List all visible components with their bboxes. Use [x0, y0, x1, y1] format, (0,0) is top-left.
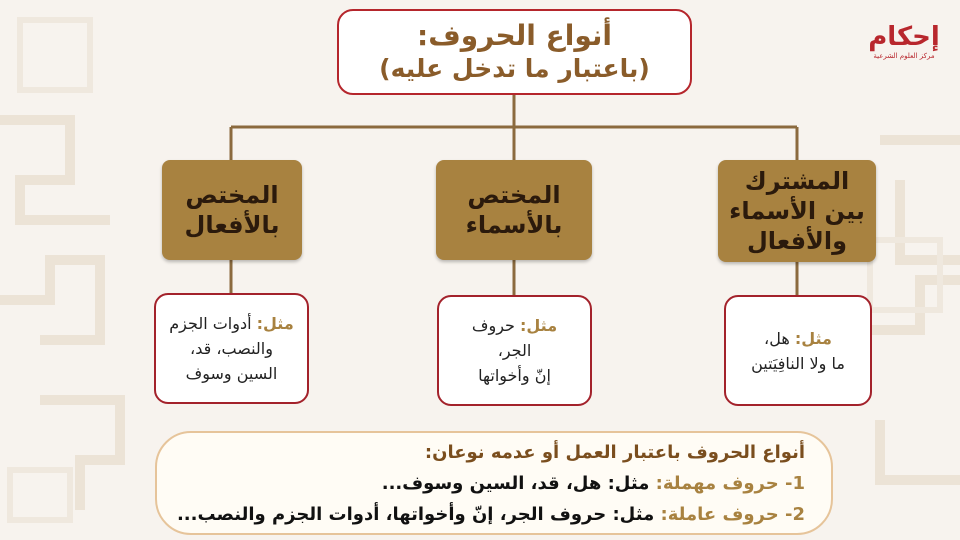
category-verbs-line1: المختص: [185, 181, 279, 209]
example-label: مثل:: [520, 316, 558, 335]
category-shared-line1: المشترك: [744, 167, 850, 195]
summary-item-1-prefix: 1- حروف مهملة:: [655, 473, 805, 494]
title-box: [337, 9, 692, 95]
example-text: ما ولا النافِيَتين: [751, 353, 845, 373]
summary-item-2-prefix: 2- حروف عاملة:: [660, 504, 805, 525]
example-text: هل،: [764, 328, 790, 348]
summary-item-2: [171, 499, 805, 530]
example-verbs: [154, 293, 309, 404]
example-text: والنصب، قد،: [190, 339, 273, 358]
category-verbs: [162, 160, 302, 260]
title-main: أنواع الحروف:: [417, 19, 612, 52]
summary-item-1: [171, 468, 805, 499]
category-nouns-line2: بالأسماء: [465, 211, 563, 239]
summary-box: [155, 431, 833, 535]
category-shared-line3: والأفعال: [746, 227, 848, 255]
example-label: مثل:: [256, 314, 294, 333]
summary-item-2-text: مثل: حروف الجر، إنّ وأخواتها، أدوات الجزم والنصب...: [176, 504, 655, 525]
example-text: الجر،: [497, 341, 532, 360]
category-nouns: [436, 160, 592, 260]
category-shared-line2: بين الأسماء: [729, 197, 865, 225]
summary-heading: أنواع الحروف باعتبار العمل أو عدمه نوعان:: [424, 442, 805, 463]
example-shared: [724, 295, 872, 406]
category-verbs-line2: بالأفعال: [184, 211, 280, 239]
example-text: أدوات الجزم: [169, 314, 252, 333]
logo: [866, 22, 942, 88]
example-text: إنّ وأخواتها: [478, 366, 551, 385]
example-text: السين وسوف: [185, 364, 278, 383]
category-shared: [718, 160, 876, 262]
logo-name: إحكام: [868, 22, 940, 52]
category-nouns-line1: المختص: [467, 181, 561, 209]
example-label: مثل:: [794, 328, 832, 348]
logo-subtitle: مركز العلوم الشرعية: [873, 52, 935, 60]
example-nouns: [437, 295, 592, 406]
summary-item-1-text: مثل: هل، قد، السين وسوف...: [381, 473, 650, 494]
example-text: حروف: [471, 316, 515, 335]
title-subtitle: (باعتبار ما تدخل عليه): [379, 54, 650, 83]
